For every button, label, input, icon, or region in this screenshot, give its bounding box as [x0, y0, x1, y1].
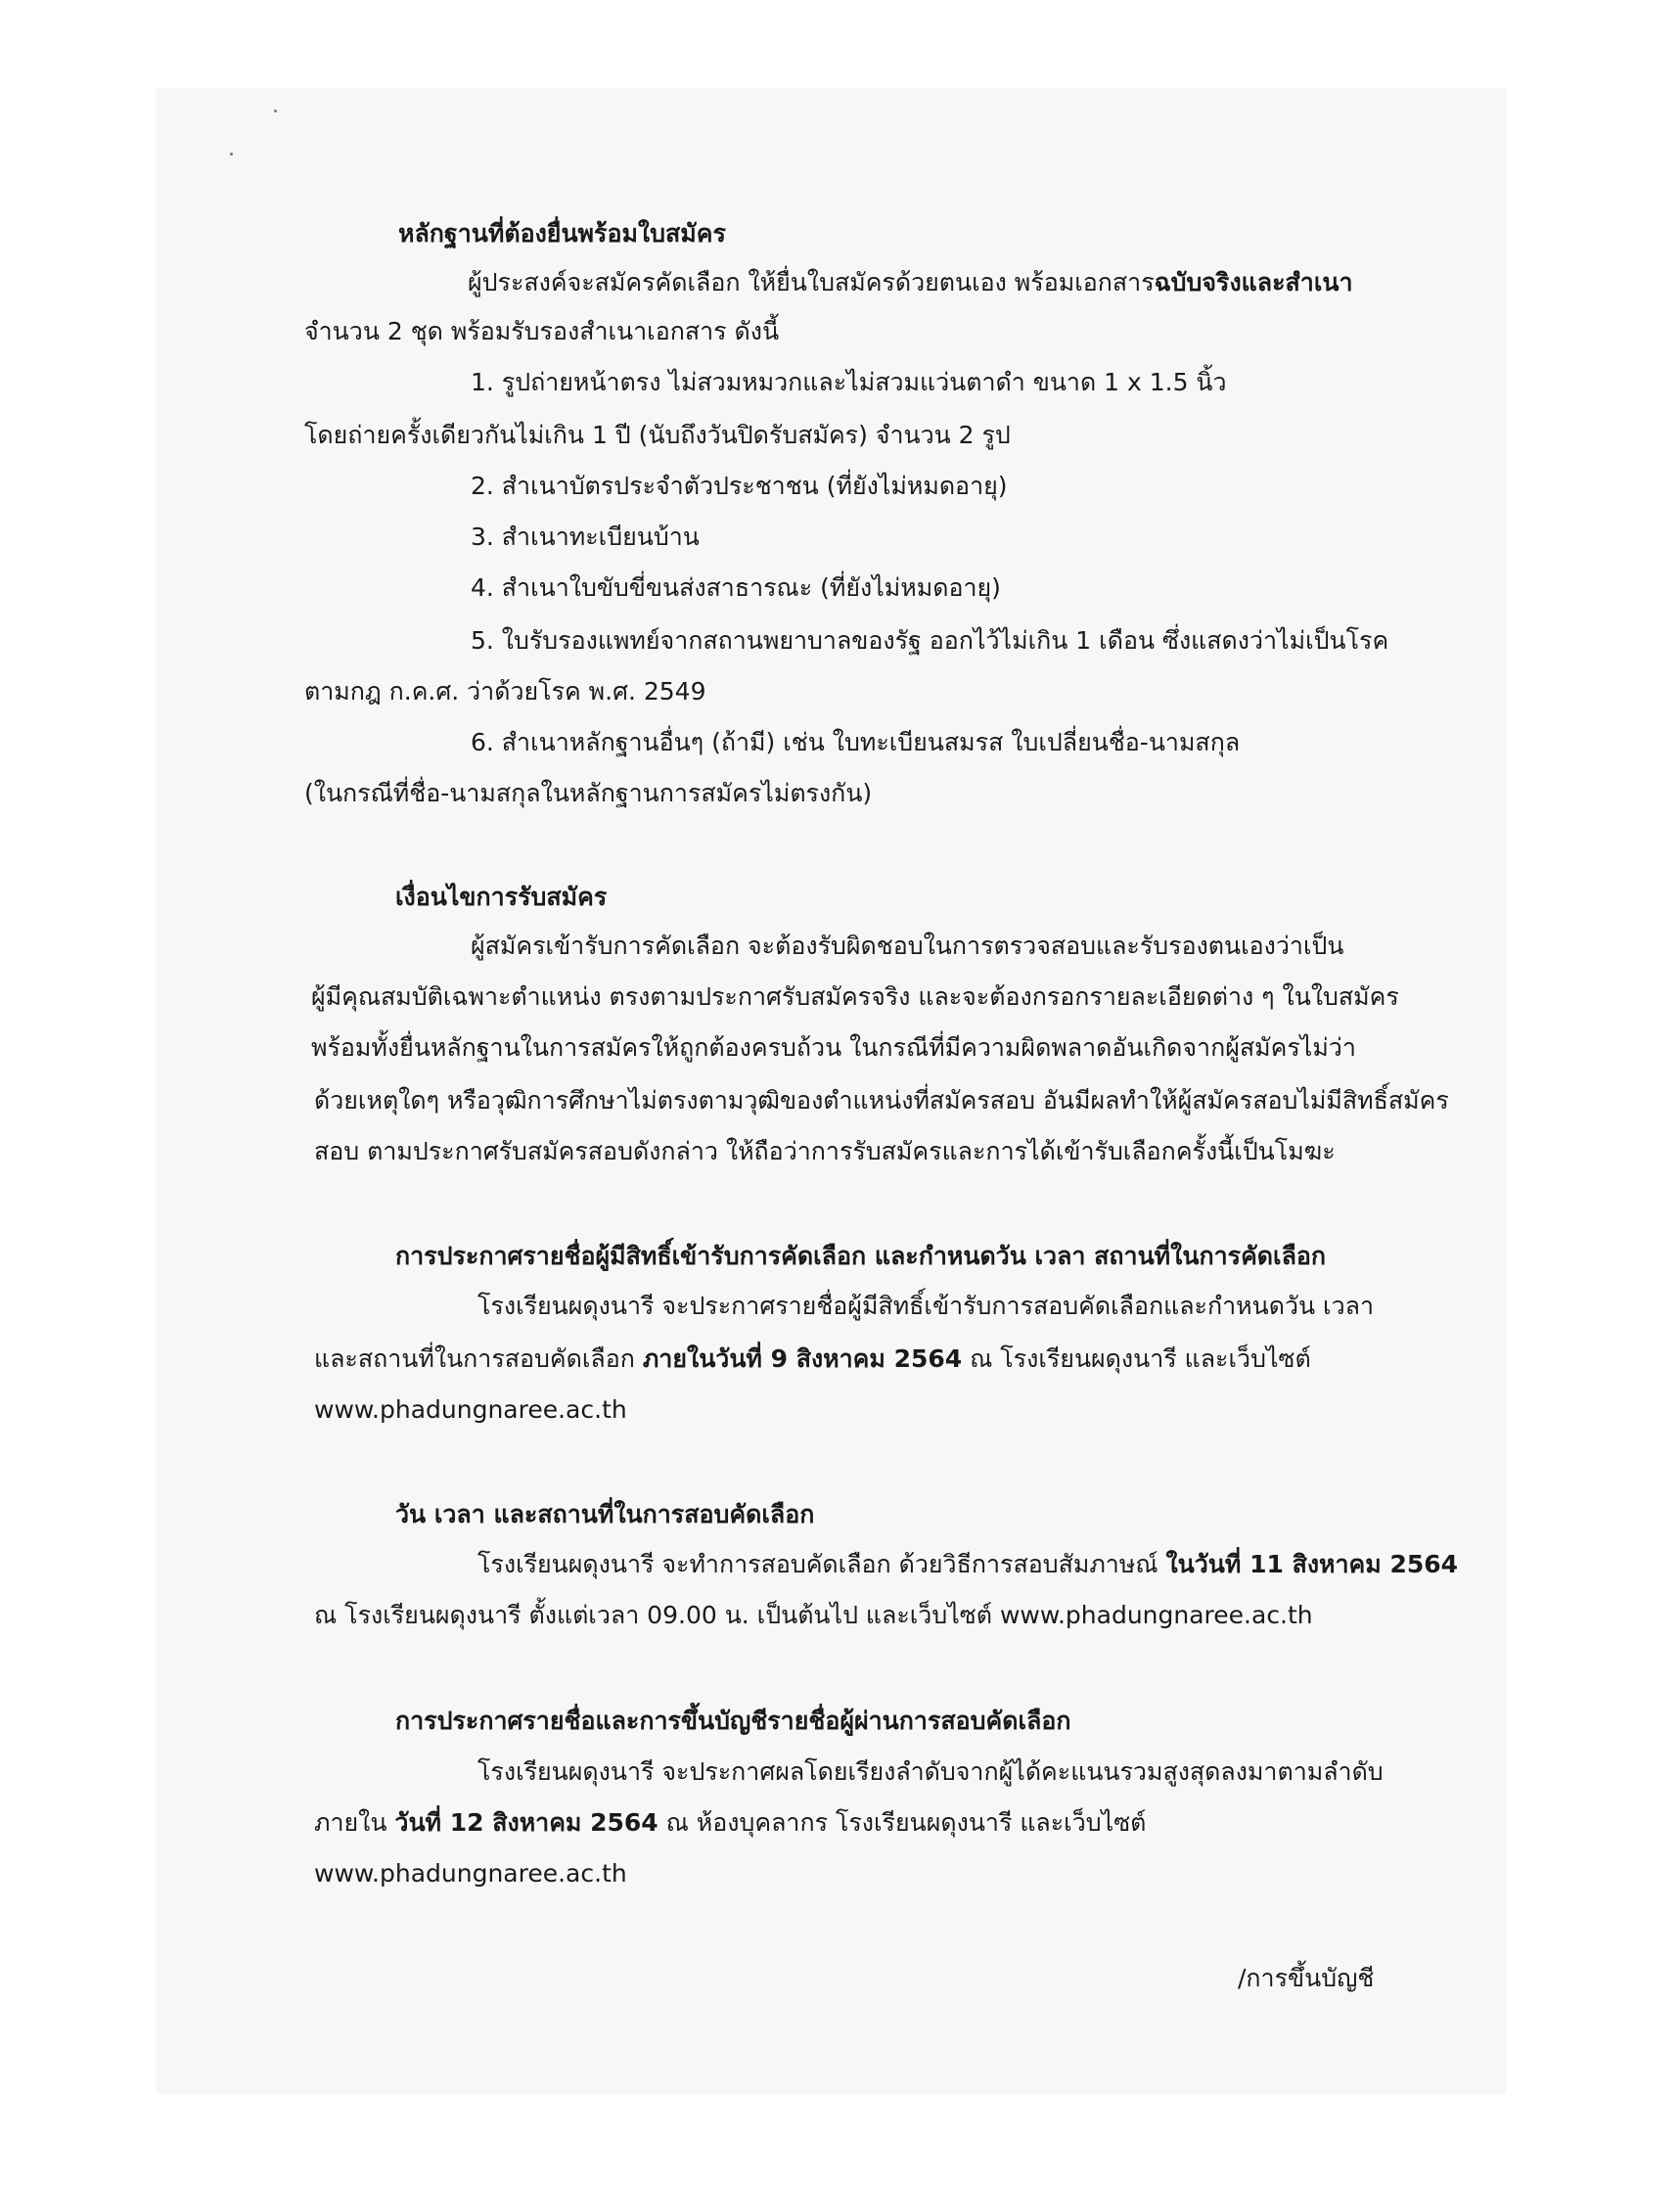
section-title-exam-schedule: วัน เวลา และสถานที่ในการสอบคัดเลือก [395, 1500, 815, 1528]
evidence-item-5-cont: ตามกฎ ก.ค.ศ. ว่าด้วยโรค พ.ศ. 2549 [304, 677, 706, 706]
announce-results-line-1: โรงเรียนผดุงนารี จะประกาศผลโดยเรียงลำดับจากผู้ได้คะแนนรวมสูงสุดลงมาตามลำดับ [477, 1757, 1384, 1786]
exam-schedule-line-1 [477, 1548, 1458, 1581]
conditions-line-3: พร้อมทั้งยื่นหลักฐานในการสมัครให้ถูกต้องครบถ้วน ในกรณีที่มีความผิดพลาดอันเกิดจากผู้สมัครไม่ว่า [311, 1033, 1356, 1062]
evidence-item-1-cont: โดยถ่ายครั้งเดียวกันไม่เกิน 1 ปี (นับถึงวันปิดรับสมัคร) จำนวน 2 รูป [304, 421, 1011, 449]
announce-eligible-line-2 [314, 1343, 1311, 1376]
section-title-conditions: เงื่อนไขการรับสมัคร [395, 883, 608, 911]
evidence-intro-bold: ฉบับจริงและสำเนา [1154, 268, 1353, 296]
announce-results-line-2 [314, 1806, 1146, 1840]
announce-results-url: www.phadungnaree.ac.th [314, 1859, 627, 1888]
announce-eligible-line-1: โรงเรียนผดุงนารี จะประกาศรายชื่อผู้มีสิทธิ์เข้ารับการสอบคัดเลือกและกำหนดวัน เวลา [477, 1292, 1374, 1320]
section-title-announce-results: การประกาศรายชื่อและการขึ้นบัญชีรายชื่อผู้ผ่านการสอบคัดเลือก [395, 1707, 1071, 1735]
announce-eligible-text: และสถานที่ในการสอบคัดเลือก [314, 1344, 643, 1373]
evidence-intro-line-2: จำนวน 2 ชุด พร้อมรับรองสำเนาเอกสาร ดังนี้ [304, 317, 780, 345]
announce-results-text: ภายใน [314, 1808, 395, 1837]
evidence-item-6: 6. สำเนาหลักฐานอื่นๆ (ถ้ามี) เช่น ใบทะเบียนสมรส ใบเปลี่ยนชื่อ-นามสกุล [471, 728, 1241, 756]
conditions-line-4: ด้วยเหตุใดๆ หรือวุฒิการศึกษาไม่ตรงตามวุฒิของตำแหน่งที่สมัครสอบ อันมีผลทำให้ผู้สมัครสอบไม่มีสิทธิ์สมัคร [314, 1086, 1449, 1115]
section-title-announce-eligible: การประกาศรายชื่อผู้มีสิทธิ์เข้ารับการคัดเลือก และกำหนดวัน เวลา สถานที่ในการคัดเลือก [395, 1242, 1327, 1270]
announce-results-text-2: ณ ห้องบุคลากร โรงเรียนผดุงนารี และเว็บไซต์ [658, 1808, 1147, 1837]
section-title-evidence: หลักฐานที่ต้องยื่นพร้อมใบสมัคร [398, 219, 726, 248]
conditions-line-1: ผู้สมัครเข้ารับการคัดเลือก จะต้องรับผิดชอบในการตรวจสอบและรับรองตนเองว่าเป็น [471, 932, 1344, 960]
evidence-intro-text: ผู้ประสงค์จะสมัครคัดเลือก ให้ยื่นใบสมัครด้วยตนเอง พร้อมเอกสาร [468, 268, 1155, 296]
evidence-item-1: 1. รูปถ่ายหน้าตรง ไม่สวมหมวกและไม่สวมแว่นตาดำ ขนาด 1 x 1.5 นิ้ว [471, 368, 1227, 396]
evidence-item-4: 4. สำเนาใบขับขี่ขนส่งสาธารณะ (ที่ยังไม่หมดอายุ) [471, 573, 1001, 602]
announce-eligible-text-2: ณ โรงเรียนผดุงนารี และเว็บไซต์ [962, 1344, 1311, 1373]
evidence-item-3: 3. สำเนาทะเบียนบ้าน [471, 523, 700, 551]
exam-schedule-line-2: ณ โรงเรียนผดุงนารี ตั้งแต่เวลา 09.00 น. เป็นต้นไป และเว็บไซต์ www.phadungnaree.ac.th [314, 1601, 1313, 1629]
announce-eligible-url: www.phadungnaree.ac.th [314, 1395, 627, 1424]
conditions-line-2: ผู้มีคุณสมบัติเฉพาะตำแหน่ง ตรงตามประกาศรับสมัครจริง และจะต้องกรอกรายละเอียดต่าง ๆ ในใบสมัคร [311, 982, 1399, 1011]
evidence-item-5: 5. ใบรับรองแพทย์จากสถานพยาบาลของรัฐ ออกไว้ไม่เกิน 1 เดือน ซึ่งแสดงว่าไม่เป็นโรค [471, 626, 1389, 655]
announce-eligible-date: ภายในวันที่ 9 สิงหาคม 2564 [642, 1344, 963, 1373]
conditions-line-5: สอบ ตามประกาศรับสมัครสอบดังกล่าว ให้ถือว่าการรับสมัครและการได้เข้ารับเลือกครั้งนี้เป็นโมฆะ [314, 1137, 1336, 1165]
evidence-intro-line [468, 266, 1353, 299]
continuation-note: /การขึ้นบัญชี [1238, 1964, 1375, 1992]
evidence-item-2: 2. สำเนาบัตรประจำตัวประชาชน (ที่ยังไม่หมดอายุ) [471, 472, 1008, 500]
announce-results-date: วันที่ 12 สิงหาคม 2564 [394, 1808, 658, 1837]
evidence-item-6-cont: (ในกรณีที่ชื่อ-นามสกุลในหลักฐานการสมัครไม่ตรงกัน) [304, 779, 873, 807]
exam-schedule-date: ในวันที่ 11 สิงหาคม 2564 [1165, 1550, 1459, 1578]
exam-schedule-text: โรงเรียนผดุงนารี จะทำการสอบคัดเลือก ด้วยวิธีการสอบสัมภาษณ์ [477, 1550, 1166, 1578]
